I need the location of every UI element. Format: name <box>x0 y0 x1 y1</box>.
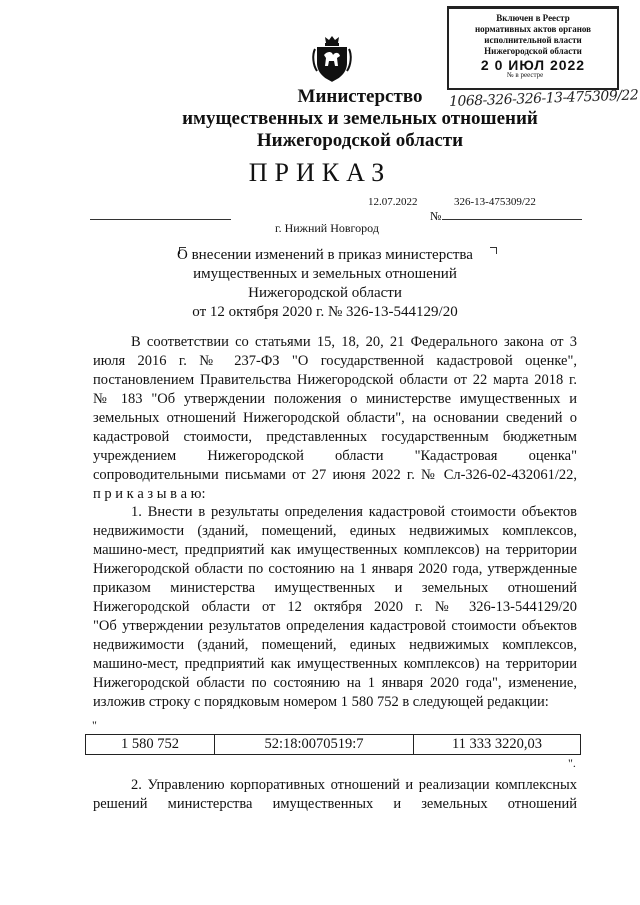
document-type-title: ПРИКАЗ <box>248 158 392 187</box>
number-sign: № <box>430 209 442 223</box>
text-line: п р и к а з ы в а ю: <box>93 486 206 502</box>
cadastral-number-cell: 52:18:0070519:7 <box>215 735 414 755</box>
number-underline <box>442 219 582 220</box>
cadastral-value-cell: 11 333 3220,03 <box>414 735 581 755</box>
subject-line: О внесении изменений в приказ министерства <box>177 247 473 263</box>
text-line: июля 2016 г. № 237-ФЗ "О государственной кадастровой оценке", <box>93 353 577 369</box>
document-number: 326-13-475309/22 <box>454 196 536 208</box>
text-line: машино-мест, предприятий как имущественных комплексов) на территории <box>93 542 577 558</box>
text-line: земельных отношений Нижегородской области", на основании сведений о <box>93 410 577 426</box>
document-date: 12.07.2022 <box>368 196 418 208</box>
stamp-line: Включен в Реестр <box>496 13 570 23</box>
ministry-name-line: Нижегородской области <box>256 130 464 151</box>
text-line: учреждением Нижегородской области "Кадастровая оценка" <box>93 448 577 464</box>
document-subject <box>150 246 500 322</box>
city: г. Нижний Новгород <box>275 221 379 235</box>
stamp-date: 2 0 ИЮЛ 2022 <box>480 57 586 73</box>
text-line: приказом министерства имущественных и земельных отношений <box>93 580 577 596</box>
subject-line: от 12 октября 2020 г. № 326-13-544129/20 <box>192 304 458 320</box>
preamble-paragraph <box>93 333 577 504</box>
close-quote: ". <box>568 756 576 770</box>
coat-of-arms-icon <box>311 33 353 83</box>
text-line: Нижегородской области от 12 октября 2020 г. № 326-13-544129/20 <box>93 599 577 615</box>
ministry-name-line: Министерство <box>297 86 423 107</box>
subject-line: Нижегородской области <box>248 285 402 301</box>
text-line: кадастровой стоимости, представленных государственным бюджетным <box>93 429 577 445</box>
text-line: Нижегородской области по состоянию на 1 января 2020 года", изменение, <box>93 675 577 691</box>
text-line: 2. Управлению корпоративных отношений и реализации комплексных <box>131 777 577 793</box>
stamp-line: исполнительной власти <box>484 35 582 45</box>
text-line: № 183 "Об утверждении положения о министерстве имущественных и <box>93 391 577 407</box>
handwritten-registry-number: 1068-326-326-13-475309/22 <box>448 87 639 110</box>
stamp-registry-label: № в реестре <box>507 71 544 79</box>
text-line: В соответствии со статьями 15, 18, 20, 21 Федерального закона от 3 <box>131 334 577 350</box>
table-row <box>86 735 581 755</box>
text-line: недвижимости (зданий, помещений, единых недвижимых комплексов, <box>93 637 577 653</box>
cadastral-table <box>85 734 581 755</box>
text-line: 1. Внести в результаты определения кадастровой стоимости объектов <box>131 504 577 520</box>
item-2-paragraph <box>93 776 577 814</box>
text-line: изложив строку с порядковым номером 1 580 752 в следующей редакции: <box>93 694 549 710</box>
row-number-cell: 1 580 752 <box>86 735 215 755</box>
text-line: решений министерства имущественных и земельных отношений <box>93 796 577 812</box>
text-line: недвижимости (зданий, помещений, единых недвижимых комплексов, <box>93 523 577 539</box>
item-1-paragraph <box>93 503 577 712</box>
date-underline <box>90 219 231 220</box>
text-line: Нижегородской области по состоянию на 1 января 2020 года, утвержденные <box>93 561 577 577</box>
text-line: сопроводительными письмами от 27 июня 2022 г. № Сл-326-02-432061/22, <box>93 467 577 483</box>
open-quote: " <box>92 718 97 732</box>
stamp-line: Нижегородской области <box>484 46 582 56</box>
text-line: "Об утверждении результатов определения кадастровой стоимости объектов <box>93 618 577 634</box>
subject-line: имущественных и земельных отношений <box>193 266 457 282</box>
ministry-name-line: имущественных и земельных отношений <box>182 108 538 129</box>
text-line: постановлением Правительства Нижегородской области от 22 марта 2018 г. <box>93 372 577 388</box>
text-line: машино-мест, предприятий как имущественных комплексов) на территории <box>93 656 577 672</box>
stamp-line: нормативных актов органов <box>474 24 592 34</box>
registry-stamp <box>447 6 619 90</box>
